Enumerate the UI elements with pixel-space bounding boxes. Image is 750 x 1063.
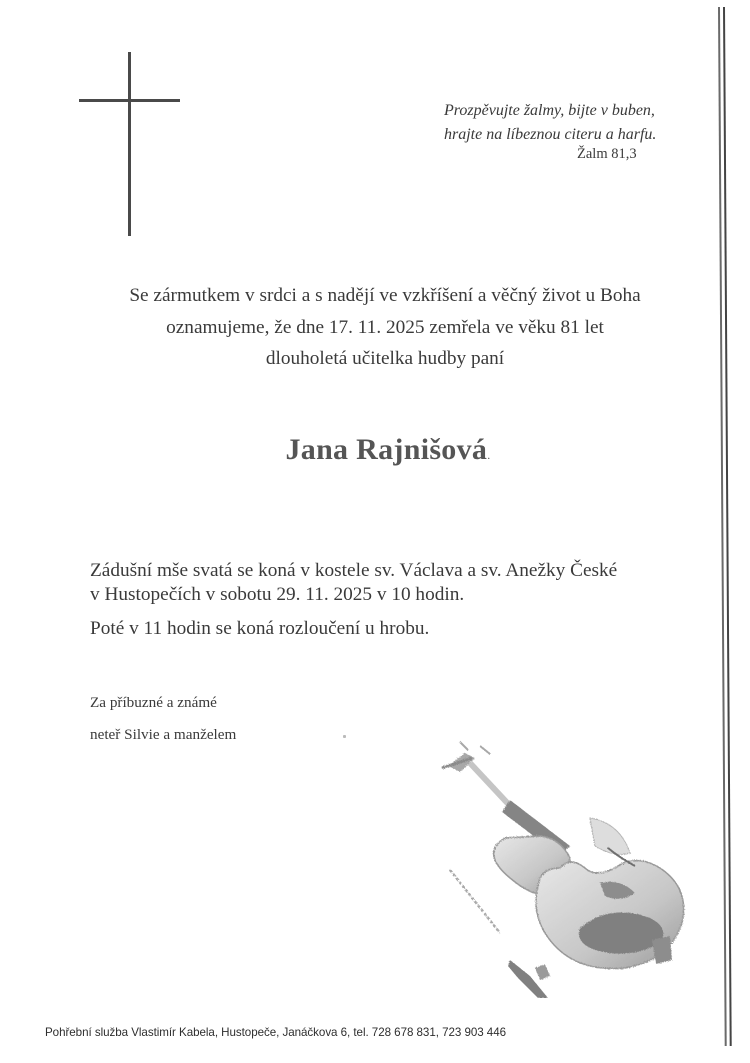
deceased-name-dot: . bbox=[487, 448, 491, 462]
deceased-name bbox=[0, 433, 750, 467]
mass-info bbox=[90, 559, 617, 607]
cross-vertical-bar bbox=[128, 52, 131, 236]
psalm-quote bbox=[444, 99, 694, 147]
cross-horizontal-bar bbox=[79, 99, 180, 102]
signature-line: Za příbuzné a známé bbox=[90, 694, 217, 711]
signature-block bbox=[90, 687, 236, 751]
scan-speck bbox=[343, 735, 346, 738]
violin-icon bbox=[420, 728, 690, 998]
mass-line: v Hustopečích v sobotu 29. 11. 2025 v 10 hodin. bbox=[90, 584, 465, 605]
announcement-line: Se zármutkem v srdci a s nadějí ve vzkříšení a věčný život u Boha bbox=[129, 285, 641, 306]
announcement-line: dlouholetá učitelka hudby paní bbox=[265, 348, 505, 369]
psalm-line: hrajte na líbeznou citeru a harfu. bbox=[444, 126, 657, 143]
funeral-service-footer: Pohřební služba Vlastimír Kabela, Hustopeče, Janáčkova 6, tel. 728 678 831, 723 903 446 bbox=[45, 1026, 506, 1039]
burial-info: Poté v 11 hodin se koná rozloučení u hrobu. bbox=[90, 618, 430, 639]
signature-line: neteř Silvie a manželem bbox=[90, 726, 237, 743]
mass-line: Zádušní mše svatá se koná v kostele sv. Václava a sv. Anežky České bbox=[90, 560, 618, 581]
psalm-line: Prozpěvujte žalmy, bijte v buben, bbox=[444, 102, 655, 119]
deceased-name-text: Jana Rajnišová bbox=[285, 433, 488, 466]
announcement-text bbox=[60, 280, 710, 375]
announcement-line: oznamujeme, že dne 17. 11. 2025 zemřela ve věku 81 let bbox=[166, 316, 604, 338]
psalm-reference: Žalm 81,3 bbox=[577, 146, 637, 162]
